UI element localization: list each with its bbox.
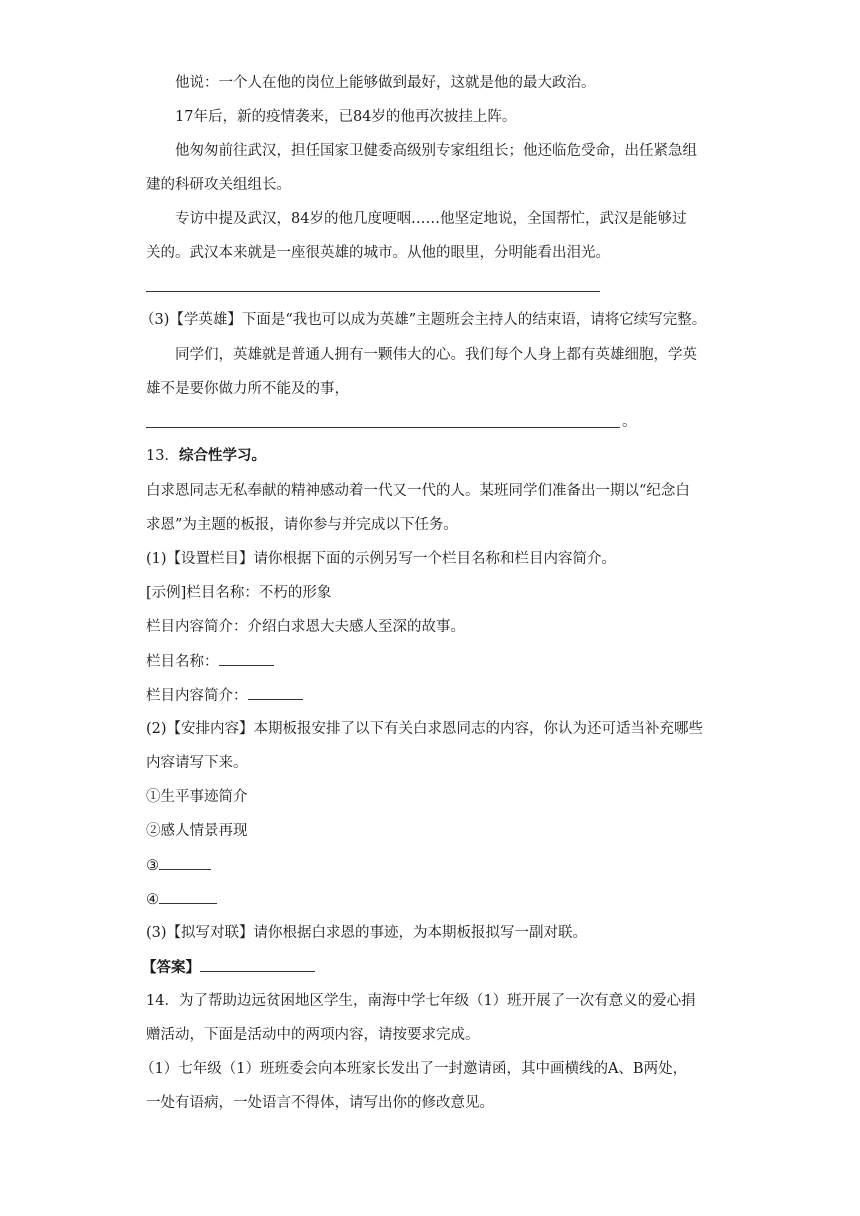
question-prompt: （3)【学英雄】下面是“我也可以成为英雄”主题班会主持人的结束语，请将它续写完整。 — [140, 312, 707, 328]
task-1: (1)【设置栏目】请你根据下面的示例另写一个栏目名称和栏目内容简介。 — [146, 551, 617, 567]
question-text: 一处有语病，一处语言不得体，请写出你的修改意见。 — [146, 1095, 494, 1111]
closing-remark-line: 同学们，英雄就是普通人拥有一颗伟大的心。我们每个人身上都有英雄细胞，学英 — [175, 347, 697, 363]
content-item: ②感人情景再现 — [146, 823, 248, 839]
end-mark: 。 — [622, 414, 637, 430]
question-text: 14．为了帮助边远贫困地区学生，南海中学七年级（1）班开展了一次有意义的爱心捐 — [146, 993, 696, 1009]
content-item-blank[interactable] — [159, 855, 211, 870]
answer-blank[interactable] — [200, 957, 315, 972]
task-2: (2)【安排内容】本期板报安排了以下有关白求恩同志的内容，你认为还可适当补充哪些 — [146, 721, 704, 737]
content-item: ①生平事迹简介 — [146, 789, 248, 805]
task-2: 内容请写下来。 — [146, 755, 248, 771]
passage-line: 关的。武汉本来就是一座很英雄的城市。从他的眼里，分明能看出泪光。 — [146, 245, 610, 261]
closing-remark-line: 雄不是要你做力所不能及的事， — [146, 381, 349, 397]
task-3: (3)【拟写对联】请你根据白求恩的事迹，为本期板报拟写一副对联。 — [146, 925, 588, 941]
content-item-blank[interactable] — [159, 889, 217, 904]
content-item: ③ — [146, 855, 211, 876]
column-name-blank[interactable] — [219, 651, 274, 666]
question-text: 白求恩同志无私奉献的精神感动着一代又一代的人。某班同学们准备出一期以“纪念白 — [146, 483, 690, 499]
question-heading — [146, 446, 266, 466]
question-text: 赠活动，下面是活动中的两项内容，请按要求完成。 — [146, 1027, 480, 1043]
column-name-field — [146, 651, 274, 672]
passage-line: 17年后，新的疫情袭来，已84岁的他再次披挂上阵。 — [175, 109, 517, 125]
question-text: （1）七年级（1）班班委会向本班家长发出了一封邀请函，其中画横线的A、B两处， — [140, 1061, 688, 1077]
column-description-field — [146, 685, 303, 706]
answer-label: 【答案】 — [142, 959, 200, 976]
example-name: [示例]栏目名称：不朽的形象 — [146, 585, 332, 601]
question-title: 综合性学习。 — [178, 447, 266, 464]
field-label: 栏目内容简介： — [146, 688, 248, 704]
passage-line: 他匆匆前往武汉，担任国家卫健委高级别专家组组长；他还临危受命，出任紧急组 — [175, 143, 697, 159]
passage-line: 专访中提及武汉，84岁的他几度哽咽……他坚定地说，全国帮忙，武汉是能够过 — [175, 211, 687, 227]
passage-line: 建的科研攻关组组长。 — [146, 177, 291, 193]
answer-blank-line[interactable] — [146, 427, 620, 428]
example-description: 栏目内容简介：介绍白求恩大夫感人至深的故事。 — [146, 619, 465, 635]
answer-row — [142, 957, 315, 978]
content-item: ④ — [146, 889, 217, 910]
question-text: 求恩”为主题的板报，请你参与并完成以下任务。 — [146, 517, 458, 533]
passage-line: 他说：一个人在他的岗位上能够做到最好，这就是他的最大政治。 — [175, 75, 596, 91]
answer-blank-line[interactable] — [146, 291, 600, 292]
question-number: 13． — [146, 448, 179, 464]
column-description-blank[interactable] — [248, 685, 303, 700]
field-label: 栏目名称： — [146, 654, 219, 670]
